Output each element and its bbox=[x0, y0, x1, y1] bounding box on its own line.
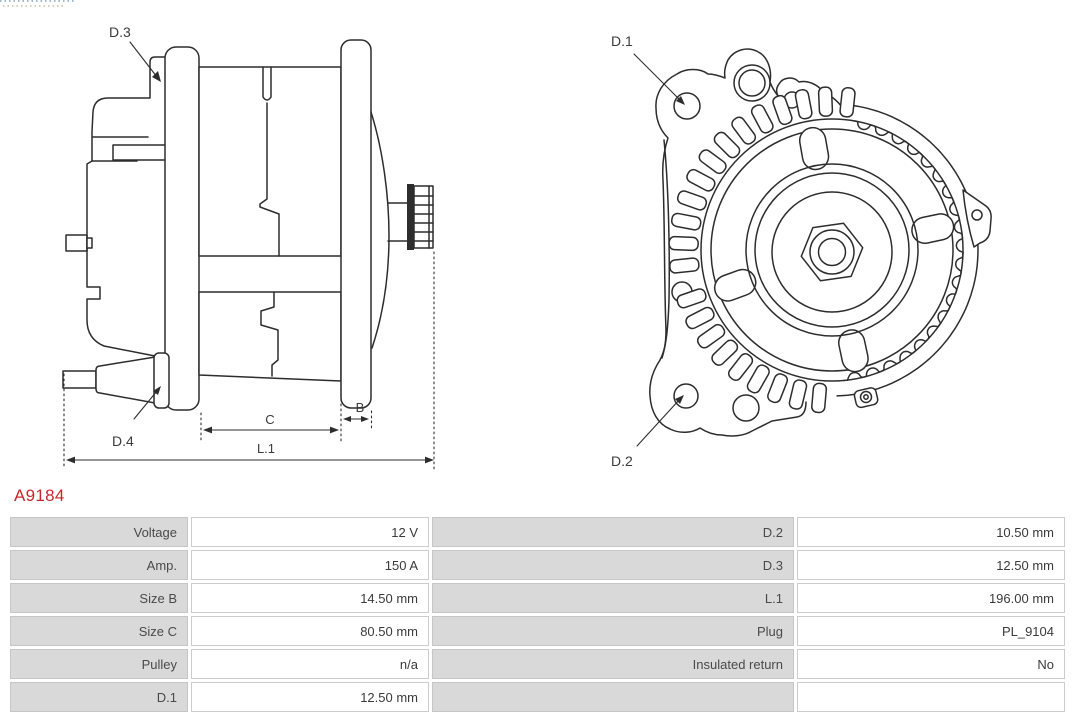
spec-value: 150 A bbox=[191, 550, 429, 580]
spec-value: PL_9104 bbox=[797, 616, 1065, 646]
spec-value bbox=[797, 682, 1065, 712]
spec-label: D.2 bbox=[432, 517, 794, 547]
spec-row bbox=[10, 682, 1065, 712]
spec-label: Plug bbox=[432, 616, 794, 646]
spec-value: 196.00 mm bbox=[797, 583, 1065, 613]
spec-value: 12.50 mm bbox=[797, 550, 1065, 580]
mounting-ear-left bbox=[165, 47, 199, 410]
shaft bbox=[388, 203, 407, 241]
spec-label: Size C bbox=[10, 616, 188, 646]
label-d2: D.2 bbox=[611, 453, 633, 469]
part-number: A9184 bbox=[14, 486, 65, 505]
terminal-stud-bottom bbox=[63, 371, 96, 388]
terminal-stud-top bbox=[66, 235, 87, 251]
connector-taper bbox=[96, 357, 155, 403]
housing-lower bbox=[199, 292, 341, 381]
spec-row bbox=[10, 517, 1065, 547]
spec-label: Amp. bbox=[10, 550, 188, 580]
spec-label: Voltage bbox=[10, 517, 188, 547]
spec-label: Size B bbox=[10, 583, 188, 613]
spec-value: 10.50 mm bbox=[797, 517, 1065, 547]
mounting-ear-right bbox=[341, 40, 371, 408]
side-view-drawing bbox=[63, 24, 434, 469]
mount-hole-d1 bbox=[674, 93, 700, 119]
spec-table bbox=[7, 514, 1068, 715]
label-size-b: B bbox=[355, 400, 365, 415]
spec-value: 80.50 mm bbox=[191, 616, 429, 646]
spec-value: 12.50 mm bbox=[191, 682, 429, 712]
spec-value: n/a bbox=[191, 649, 429, 679]
spec-value: No bbox=[797, 649, 1065, 679]
spec-label bbox=[432, 682, 794, 712]
label-d3: D.3 bbox=[109, 24, 131, 40]
rear-cover bbox=[87, 57, 166, 357]
label-d1: D.1 bbox=[611, 33, 633, 49]
spec-value: 12 V bbox=[191, 517, 429, 547]
label-d4: D.4 bbox=[112, 433, 134, 449]
spec-row bbox=[10, 616, 1065, 646]
spec-row bbox=[10, 583, 1065, 613]
spec-row bbox=[10, 649, 1065, 679]
label-l1: L.1 bbox=[256, 441, 276, 456]
spec-label: Insulated return bbox=[432, 649, 794, 679]
label-size-c: C bbox=[265, 412, 275, 427]
spec-row bbox=[10, 550, 1065, 580]
front-view-drawing bbox=[611, 33, 991, 469]
spec-value: 14.50 mm bbox=[191, 583, 429, 613]
spec-label: L.1 bbox=[432, 583, 794, 613]
spec-label: D.3 bbox=[432, 550, 794, 580]
spec-label: D.1 bbox=[10, 682, 188, 712]
housing-upper bbox=[199, 67, 341, 256]
spec-label: Pulley bbox=[10, 649, 188, 679]
mount-hole-d2 bbox=[674, 384, 698, 408]
